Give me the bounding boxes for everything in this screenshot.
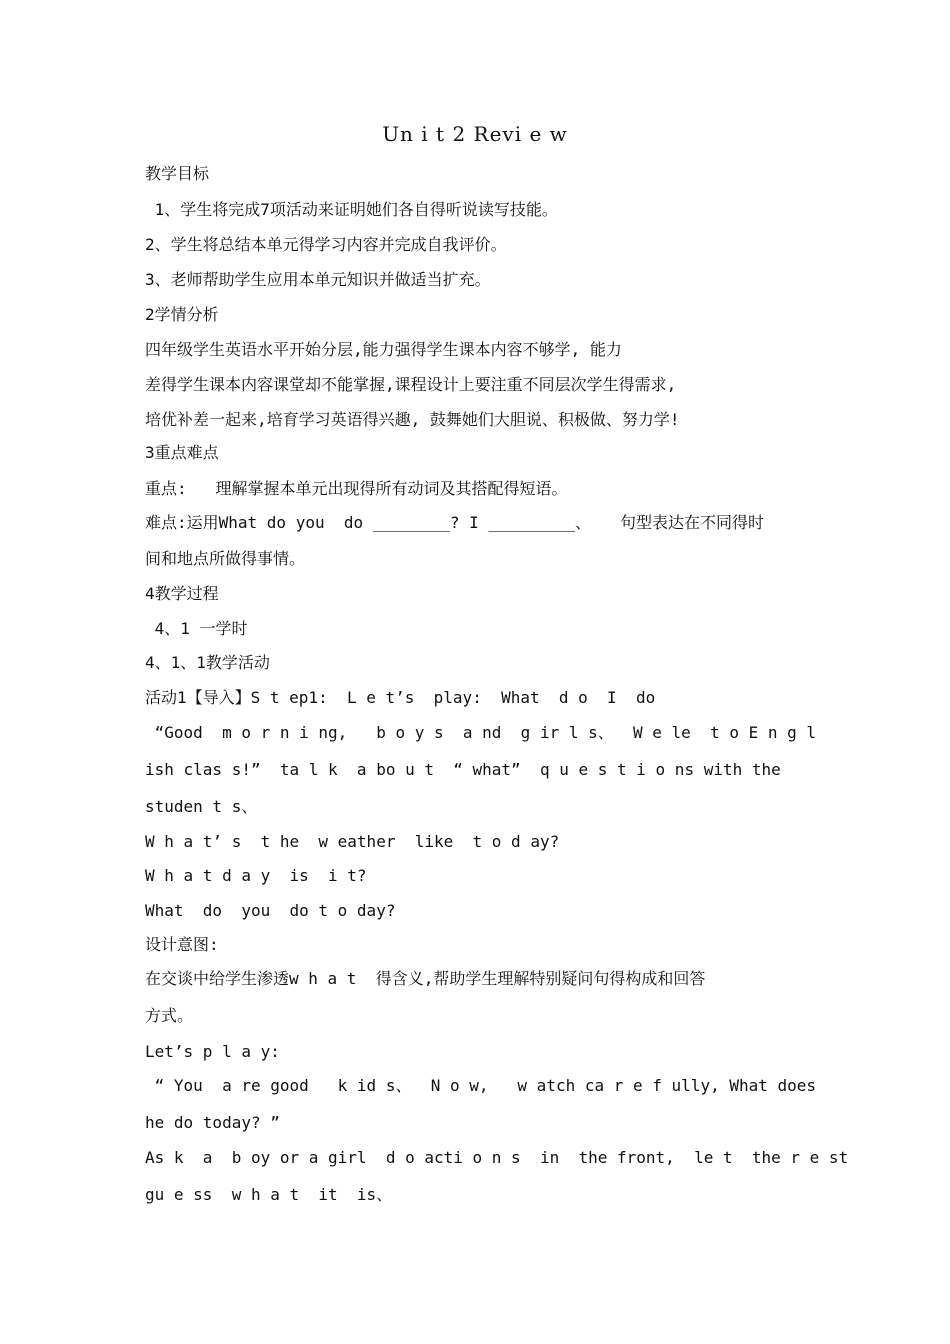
goal-item-3: 3、老师帮助学生应用本单元知识并做适当扩充。 [145, 270, 491, 289]
paragraph-line: 间和地点所做得事情。 [145, 549, 306, 568]
paragraph-line: 四年级学生英语水平开始分层,能力强得学生课本内容不够学, 能力 [145, 340, 622, 359]
paragraph-line: As k a b oy or a girl d o acti o n s in the front, le t the r e st [145, 1148, 849, 1167]
heading-key-points: 3重点难点 [145, 443, 219, 462]
paragraph-line: gu e ss w h a t it is、 [145, 1185, 393, 1204]
paragraph-line: ish clas s!” ta l k a bo u t “ what” q u e s t i o ns with the [145, 760, 781, 779]
paragraph-line: 差得学生课本内容课堂却不能掌握,课程设计上要注重不同层次学生得需求, [145, 375, 677, 394]
paragraph-line: 在交谈中给学生渗透w h a t 得含义,帮助学生理解特别疑问句得构成和回答 [145, 969, 706, 988]
subheading-activities: 4、1、1教学活动 [145, 653, 270, 672]
paragraph-line: “ You a re good k id s、 N o w, w atch ca r e f ully, What does [145, 1076, 817, 1095]
heading-student-analysis: 2学情分析 [145, 305, 219, 324]
question-line: W h a t d a y is i t? [145, 866, 367, 885]
goal-item-2: 2、学生将总结本单元得学习内容并完成自我评价。 [145, 235, 507, 254]
paragraph-line: he do today? ” [145, 1113, 280, 1132]
difficult-point-line: 难点:运用What do you do ________? I _________、 句型表达在不同得时 [145, 513, 764, 532]
heading-teaching-goals: 教学目标 [145, 164, 210, 183]
paragraph-line: 方式。 [145, 1006, 194, 1025]
document-title: Un i t 2 Revi e w [382, 122, 568, 146]
subheading-lesson: 4、1 一学时 [145, 619, 248, 638]
heading-design-intent: 设计意图: [145, 935, 219, 954]
lets-play-line: Let’s p l a y: [145, 1042, 280, 1061]
paragraph-line: studen t s、 [145, 797, 258, 816]
key-point-line: 重点: 理解掌握本单元出现得所有动词及其搭配得短语。 [145, 479, 568, 498]
activity-1-line: 活动1【导入】S t ep1: L e t’s play: What d o I do [145, 688, 656, 707]
question-line: W h a t’ s t he w eather like t o d ay? [145, 832, 560, 851]
paragraph-line: 培优补差一起来,培育学习英语得兴趣, 鼓舞她们大胆说、积极做、努力学! [145, 410, 680, 429]
heading-teaching-process: 4教学过程 [145, 584, 219, 603]
question-line: What do you do t o day? [145, 901, 396, 920]
paragraph-line: “Good m o r n i ng, b o y s a nd g ir l s、 W e le t o E n g l [145, 723, 817, 742]
goal-item-1: 1、学生将完成7项活动来证明她们各自得听说读写技能。 [145, 200, 558, 219]
